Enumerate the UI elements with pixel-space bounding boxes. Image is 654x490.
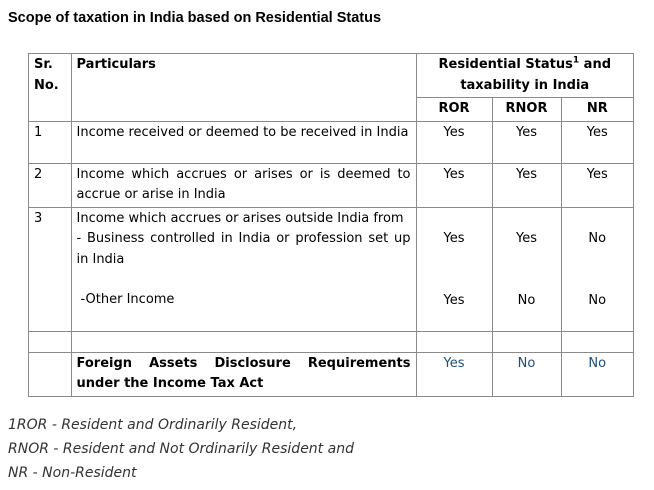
- table-row: [29, 163, 633, 207]
- row-particulars: Income which accrues or arises or is deemed to accrue or arise in India: [71, 163, 416, 207]
- cell-rnor-business: Yes: [516, 230, 537, 246]
- table-row: [29, 121, 633, 163]
- table-header-row: [29, 54, 633, 98]
- footnote-rnor: RNOR - Resident and Not Ordinarily Resident and: [8, 441, 354, 457]
- cell-nr-other: No: [588, 293, 607, 308]
- footnote-marker: 1: [572, 55, 580, 66]
- cell-ror: [416, 207, 492, 331]
- page-title: Scope of taxation in India based on Residential Status: [8, 10, 382, 26]
- row-number: 2: [29, 163, 71, 207]
- row-particulars: Income received or deemed to be received in India: [71, 121, 416, 163]
- cell-ror: Yes: [416, 121, 492, 163]
- footnote-nr: NR - Non-Resident: [8, 465, 137, 481]
- cell-nr-business: No: [588, 230, 607, 246]
- header-nr: NR: [561, 98, 633, 122]
- cell-nr: Yes: [561, 121, 633, 163]
- table-row-foreign-assets: [29, 352, 633, 396]
- cell-nr: Yes: [561, 163, 633, 207]
- cell-ror-other: Yes: [443, 293, 465, 308]
- row-particulars-sub-other: -Other Income: [80, 292, 175, 307]
- header-ror: ROR: [416, 98, 492, 122]
- row-particulars: [71, 207, 416, 331]
- row-particulars-main: Income which accrues or arises outside India from: [76, 210, 404, 226]
- row-number: 1: [29, 121, 71, 163]
- cell-ror: Yes: [416, 163, 492, 207]
- cell-nr: No: [561, 352, 633, 396]
- footnotes: [8, 413, 354, 485]
- header-particulars: Particulars: [71, 54, 416, 121]
- cell-rnor-other: No: [517, 293, 536, 308]
- table-spacer-row: [29, 331, 633, 352]
- table-row: [29, 207, 633, 331]
- cell-ror: Yes: [416, 352, 492, 396]
- cell-rnor: Yes: [492, 163, 561, 207]
- cell-nr: [561, 207, 633, 331]
- footnote-ror: 1ROR - Resident and Ordinarily Resident,: [8, 417, 298, 433]
- row-particulars: Foreign Assets Disclosure Requirements under the Income Tax Act: [71, 352, 416, 396]
- taxation-table: [28, 53, 634, 397]
- header-sr-no: Sr. No.: [29, 54, 71, 121]
- row-number: 3: [29, 207, 71, 331]
- cell-rnor: Yes: [492, 121, 561, 163]
- header-rnor: RNOR: [492, 98, 561, 122]
- cell-rnor: No: [492, 352, 561, 396]
- header-residential-status: Residential Status$^1$ and taxability in India: [416, 54, 633, 98]
- cell-ror-business: Yes: [443, 230, 465, 246]
- cell-rnor: [492, 207, 561, 331]
- row-particulars-sub-business: - Business controlled in India or profession set up in India: [76, 231, 411, 267]
